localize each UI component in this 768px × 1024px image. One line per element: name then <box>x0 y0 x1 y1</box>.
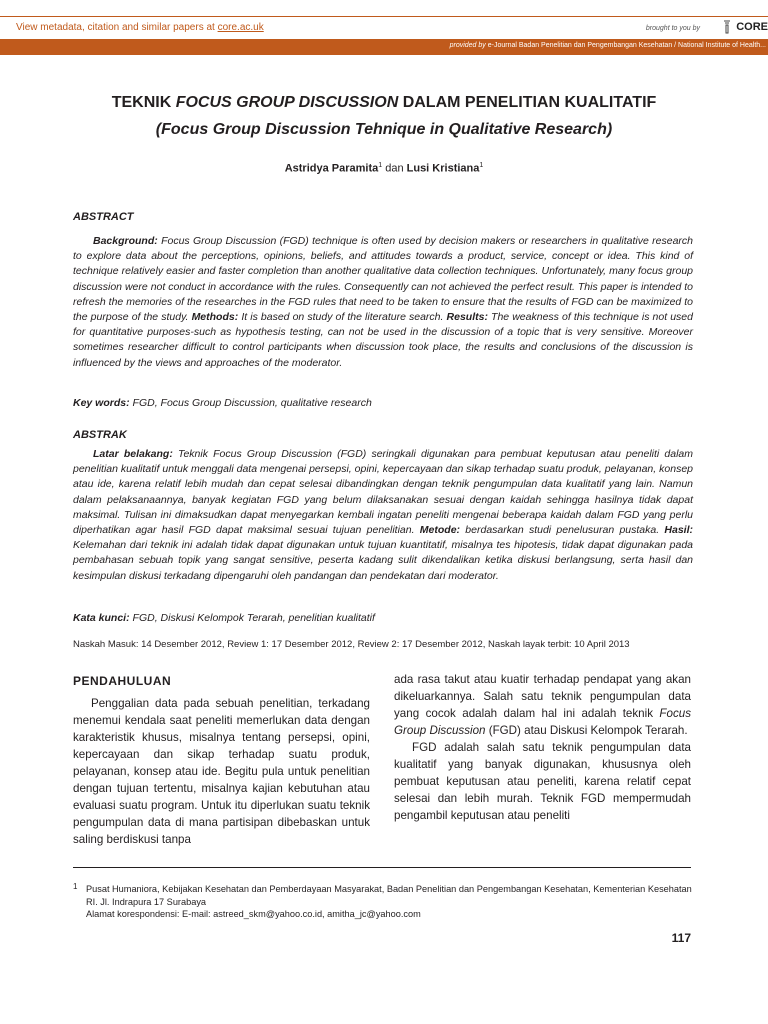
core-banner <box>0 16 768 55</box>
abstract-results-label: Results: <box>446 311 488 324</box>
footnote-divider <box>73 867 691 868</box>
abstrak-metode-label: Metode: <box>419 524 461 537</box>
abstrak-latar-text: Teknik Focus Group Discussion (FGD) seringkali digunakan para pembuat keputusan atau peneliti dalam penelitian kualitatif untuk menggali data mengenai persepsi, opini, kepercayaan dan sikap terhadap suatu produk, pelayanan, konsep atau ide, karena relatif lebih mudah dan cepat selesai dibandingkan dengan teknik pengumpulan data kualitatif yang lain. Namun dalam pelaksanaannya, banyak kegiatan FGD yang belum dilaksanakan sesuai dengan kaidah sehingga hasilnya tidak dapat maksimal. Tulisan ini dimaksudkan dapat menyegarkan kembali ingatan peneliti mengenai beberapa kaidah dalam FGD yang perlu diperhatikan agar hasil FGD dapat maksimal sesuai tujuan penelitian. <box>73 448 694 537</box>
abstract-methods-text: It is based on study of the literature search. <box>238 311 447 324</box>
core-metadata-link[interactable] <box>16 22 264 33</box>
brought-by-text: brought to you by <box>645 25 700 32</box>
paper-title <box>0 94 768 112</box>
abstract-background-label: Background: <box>93 235 158 247</box>
keywords <box>73 397 693 409</box>
abstract-body <box>73 234 693 371</box>
page-number: 117 <box>671 931 691 945</box>
abstrak-hasil-text: Kelemahan dari teknik ini adalah tidak dapat digunakan untuk tujuan kuantitatif, misalnya tes hipotesis, tidak dapat digunakan pada pembahasan sebuah topik yang sangat sensitive, peserta kadang sulit dikendalikan ketika diskusi berlangsung, serta hasil dan kesimpulan diskusi terkadang dipengaruhi oleh pandangan dan pendekatan dari moderator. <box>73 539 693 582</box>
footnote-mark: 1 <box>73 882 78 891</box>
kata-kunci <box>73 612 693 624</box>
abstrak-metode-text: berdasarkan studi penelusuran pustaka. <box>460 524 665 537</box>
core-logo[interactable]: CORE <box>736 21 768 33</box>
body-paragraph: FGD adalah salah satu teknik pengumpulan data kualitatif yang banyak digunakan, khususnya oleh pembuat keputusan atau peneliti, karena relatif cepat selesai dan lebih murah. Teknik FGD mempermudah pengambil keputusan atau peneliti <box>394 741 691 822</box>
kata-kunci-text: FGD, Diskusi Kelompok Terarah, penelitian kualitatif <box>129 612 375 624</box>
author-2-sup: 1 <box>479 162 484 169</box>
provided-source[interactable]: e-Journal Badan Penelitian dan Pengembangan Kesehatan / National Institute of Health... <box>485 42 766 49</box>
abstract-methods-label: Methods: <box>191 311 239 324</box>
core-logo-icon <box>722 20 732 34</box>
abstrak-hasil-label: Hasil: <box>664 524 693 537</box>
keywords-text: FGD, Focus Group Discussion, qualitative research <box>129 397 372 409</box>
abstract-results-text: The weakness of this technique is not used for quantitative purposes-such as hypothesis testing, can not be used in the discussion of a topic that is very sensitive. Moreover sometimes researcher difficult to control participants when discussion took place, the results and conclusions of the discussion is influenced by the views and approaches of the moderator. <box>73 311 693 369</box>
submission-dates: Naskah Masuk: 14 Desember 2012, Review 1: 17 Desember 2012, Review 2: 17 Desember 2012, Naskah layak terbit: 10 April 2013 <box>73 639 630 650</box>
title-part-2: FOCUS GROUP DISCUSSION <box>175 94 399 111</box>
author-and: dan <box>382 162 407 175</box>
abstrak-heading: ABSTRAK <box>73 429 127 441</box>
body-column-left <box>73 695 370 848</box>
abstrak-body <box>73 447 693 584</box>
author-1-sup: 1 <box>378 162 383 169</box>
paper-subtitle: (Focus Group Discussion Tehnique in Qualitative Research) <box>155 121 613 138</box>
provided-prefix: provided by <box>449 42 486 49</box>
footnote-affiliation: Pusat Humaniora, Kebijakan Kesehatan dan Pemberdayaan Masyarakat, Badan Penelitian dan Pengembangan Kesehatan, Kementerian Kesehatan RI. Jl. Indrapura 17 Surabaya <box>86 884 692 907</box>
abstract-background-text: Focus Group Discussion (FGD) technique is often used by decision makers or researchers in qualitative research to explore data about the perceptions, opinions, beliefs, and attitudes towards a product, service, concept or idea. This kind of technique relatively easier and faster completion than another qualitative data collection techniques. Unfortunately, many focus group discussion were not conduct in accordance with the rules. Consequently can not achieved the perfect result. This paper is intended to refresh the memories of the researches in the FGD rules that need to be taken to ensure that the results of FGD can be maximized to the purpose of the study. <box>73 235 693 324</box>
title-part-1: TEKNIK <box>111 94 176 111</box>
provided-by-text[interactable] <box>450 42 766 49</box>
core-banner-top <box>0 16 768 40</box>
body-text: (FGD) atau Diskusi Kelompok Terarah. <box>485 724 688 737</box>
body-italic-term: Focus Group Discussion <box>394 707 691 737</box>
section-heading-pendahuluan: PENDAHULUAN <box>73 674 172 688</box>
core-link-prefix: View metadata, citation and similar papers at <box>16 22 218 33</box>
body-text: ada rasa takut atau kuatir terhadap pendapat yang akan dikeluarkannya. Salah satu teknik pengumpulan data yang cocok adalah dalam hal ini adalah teknik <box>394 673 691 720</box>
title-part-3: DALAM PENELITIAN KUALITATIF <box>398 94 657 111</box>
core-banner-provided <box>0 40 768 55</box>
authors <box>0 162 768 175</box>
abstrak-latar-label: Latar belakang: <box>93 448 173 460</box>
author-1: Astridya Paramita <box>284 162 379 175</box>
core-link-text[interactable]: core.ac.uk <box>217 22 264 33</box>
footnote-correspondence: Alamat korespondensi: E-mail: astreed_skm@yahoo.co.id, amitha_jc@yahoo.com <box>86 909 421 920</box>
body-column-right <box>394 671 691 824</box>
author-2: Lusi Kristiana <box>406 162 480 175</box>
kata-kunci-label: Kata kunci: <box>73 612 130 624</box>
footnote <box>73 883 703 921</box>
body-paragraph <box>394 671 691 739</box>
abstract-heading: ABSTRACT <box>73 211 134 223</box>
body-paragraph: Penggalian data pada sebuah penelitian, terkadang menemui kendala saat peneliti memerlukan data dengan karakteristik khusus, misalnya tentang persepsi, opini, kepercayaan dan sikap terhadap suatu produk, pelayanan, konsep atau ide. Begitu pula untuk penelitian dengan tujuan tertentu, misalnya kajian kebutuhan atau evaluasi suatu program. Untuk itu diperlukan suatu teknik pengumpulan data di mana partisipan dibebaskan untuk saling berdiskusi tanpa <box>73 697 370 846</box>
keywords-label: Key words: <box>73 397 130 409</box>
